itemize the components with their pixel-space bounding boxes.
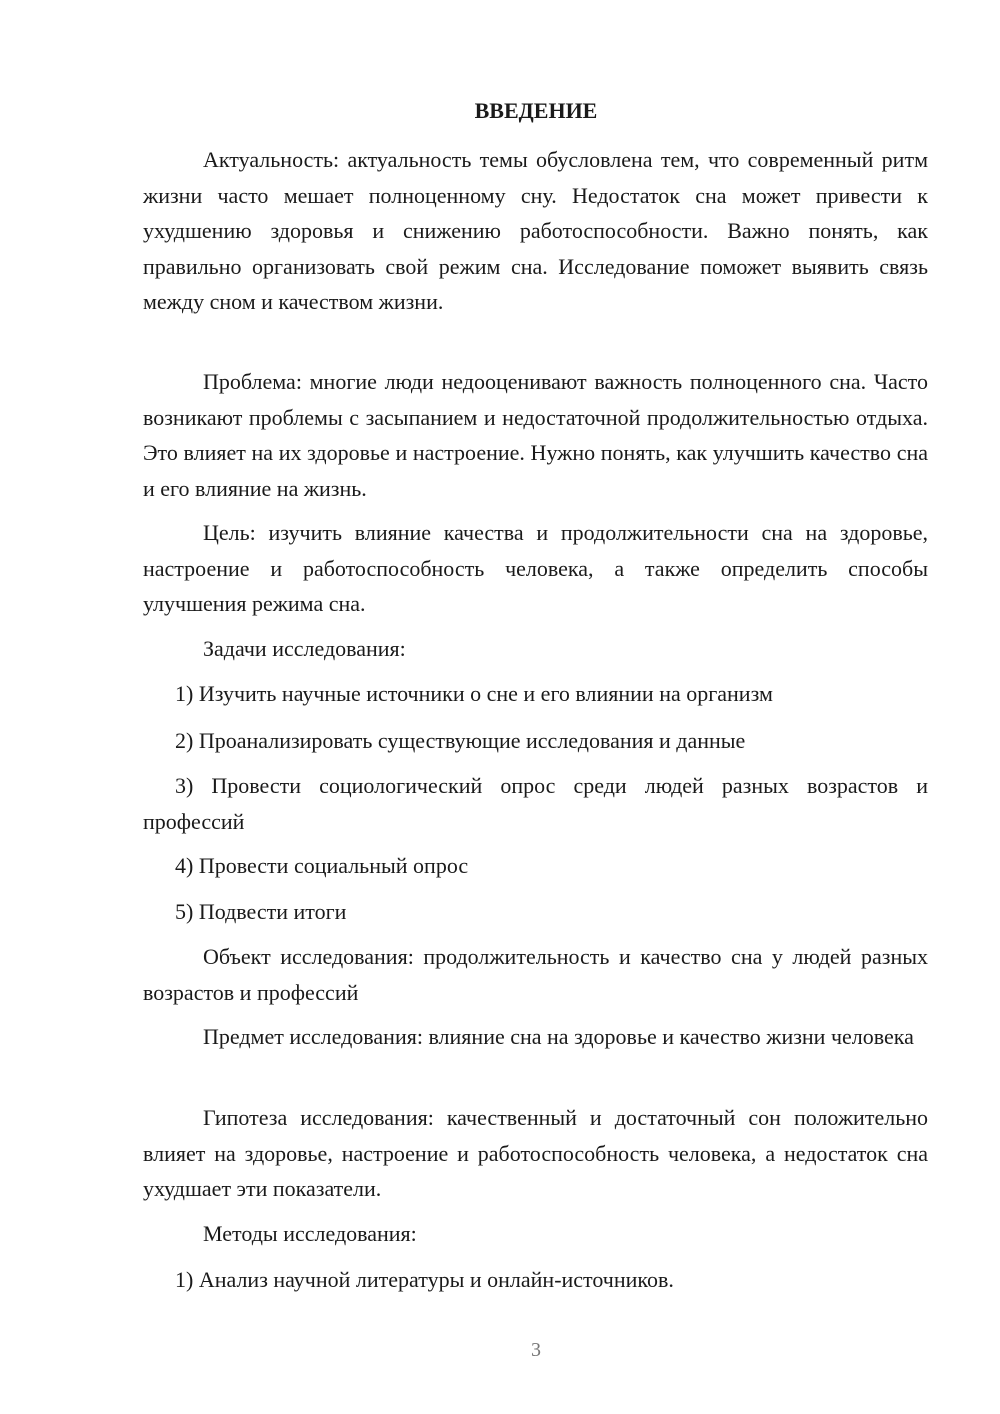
paragraph-subject: Предмет исследования: влияние сна на здоровье и качество жизни человека [203,1024,914,1049]
task-item-3: 3) Провести социологический опрос среди людей разных возрастов и профессий [143,773,928,834]
tasks-heading: Задачи исследования: [203,636,406,661]
section-title: ВВЕДЕНИЕ [474,98,598,123]
task-item-4: 4) Провести социальный опрос [175,853,469,878]
page-number: 3 [531,1339,541,1361]
paragraph-relevance: Актуальность: актуальность темы обусловлена тем, что современный ритм жизни часто мешает полноценному сну. Недостаток сна может привести к ухудшению здоровья и снижению работоспособности. Важно понять, как правильно организовать свой режим сна. Исследование поможет выявить связь между сном и качеством жизни. [143,147,928,314]
paragraph-goal: Цель: изучить влияние качества и продолжительности сна на здоровье, настроение и работоспособность человека, а также определить способы улучшения режима сна. [143,520,928,616]
paragraph-hypothesis: Гипотеза исследования: качественный и достаточный сон положительно влияет на здоровье, настроение и работоспособность человека, а недостаток сна ухудшает эти показатели. [143,1105,928,1201]
task-item-1: 1) Изучить научные источники о сне и его влиянии на организм [175,681,773,706]
method-item-1: 1) Анализ научной литературы и онлайн-источников. [175,1267,674,1292]
paragraph-problem: Проблема: многие люди недооценивают важность полноценного сна. Часто возникают проблемы с засыпанием и недостаточной продолжительностью отдыха. Это влияет на их здоровье и настроение. Нужно понять, как улучшить качество сна и его влияние на жизнь. [143,369,928,501]
methods-heading: Методы исследования: [203,1221,417,1246]
paragraph-object: Объект исследования: продолжительность и качество сна у людей разных возрастов и профессий [143,944,928,1005]
task-item-5: 5) Подвести итоги [175,899,347,924]
task-item-2: 2) Проанализировать существующие исследования и данные [175,728,746,753]
